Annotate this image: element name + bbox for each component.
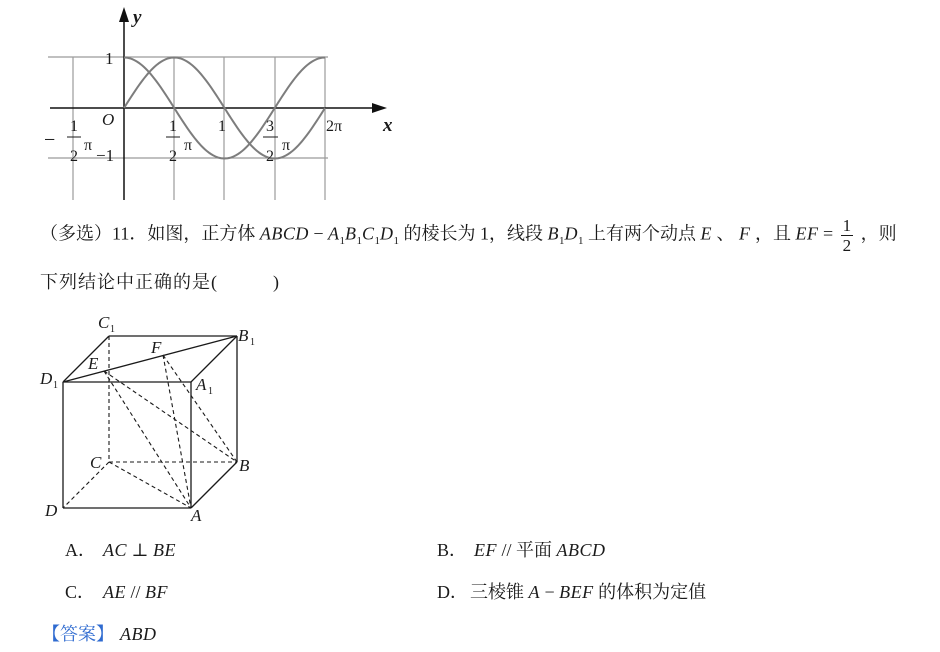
math-segment-b-sub: 1: [559, 234, 565, 247]
math-ef: EF: [795, 223, 819, 244]
y-tick-minus-1: −1: [96, 146, 115, 165]
x-tick-neg-half-num: 1: [70, 118, 78, 135]
x-tick-three-half-den: 2: [266, 148, 274, 165]
question-and-text: ，且: [750, 223, 796, 244]
option-b-letter: B．: [437, 540, 468, 560]
option-c-part-1: AE: [103, 582, 126, 602]
x-tick-neg-half-sign: −: [44, 129, 56, 151]
answer-value: ABD: [120, 624, 157, 644]
origin-label: O: [102, 110, 115, 129]
option-c-letter: C．: [65, 582, 96, 602]
math-a1-letter: A: [328, 223, 340, 244]
option-d-part-1: 三棱锥: [470, 582, 529, 602]
math-fraction-half: [841, 217, 854, 254]
math-c1-letter: C: [362, 223, 375, 244]
edge-b-a: [191, 462, 237, 508]
option-b-part-1: EF: [474, 540, 497, 560]
fraction-denominator: 2: [842, 236, 852, 255]
vertex-d-label: D: [45, 501, 58, 520]
x-tick-two-pi: 2π: [326, 118, 343, 135]
trig-graph: [0, 0, 420, 210]
math-segment-d-sub: 1: [578, 234, 584, 247]
option-d-part-2: A: [528, 582, 540, 602]
option-b-part-4: ABCD: [556, 540, 606, 560]
math-d1-sub: 1: [393, 234, 400, 247]
vertex-b1-sub: 1: [250, 337, 255, 348]
vertex-c-label: C: [90, 453, 102, 472]
x-tick-three-half-unit: π: [282, 137, 291, 154]
question-edge-text: 的棱长为 1，线段: [399, 223, 548, 244]
segment-f-b: [163, 355, 237, 462]
math-segment-d-letter: D: [564, 223, 579, 244]
question-line-1: [40, 216, 897, 255]
x-tick-half-den: 2: [169, 148, 177, 165]
question-separator: 、: [712, 223, 740, 244]
question-points-text: 上有两个动点: [583, 223, 701, 244]
math-minus: −: [308, 223, 328, 244]
math-equals: =: [818, 223, 838, 244]
vertex-b1-label: B: [238, 326, 249, 345]
vertex-c1-label: C: [98, 313, 110, 332]
option-a-part-2: ⊥: [127, 540, 153, 560]
math-point-f: F: [739, 223, 751, 244]
vertex-a1-sub: 1: [208, 386, 213, 397]
math-a1-sub: 1: [339, 234, 345, 247]
x-tick-half-unit: π: [184, 137, 193, 154]
option-b-part-2: //: [497, 540, 517, 560]
option-c-part-3: BF: [145, 582, 169, 602]
option-b-part-3: 平面: [516, 540, 557, 560]
x-tick-three-half-num: 3: [266, 118, 274, 135]
math-d1-letter: D: [380, 223, 394, 244]
math-point-e: E: [700, 223, 713, 244]
option-c: [65, 577, 168, 607]
option-a: [65, 535, 176, 565]
math-cube-base: ABCD: [259, 223, 309, 244]
x-tick-neg-half-den: 2: [70, 148, 78, 165]
vertex-c1-sub: 1: [110, 324, 115, 335]
option-d-part-4: BEF: [559, 582, 594, 602]
option-d-letter: D．: [437, 582, 468, 602]
x-axis-arrow-icon: [372, 103, 387, 113]
fraction-numerator: 1: [842, 216, 852, 235]
math-b1-sub: 1: [356, 234, 362, 247]
option-a-part-1: AC: [103, 540, 128, 560]
question-prompt: 下列结论中正确的是( ): [40, 272, 280, 292]
option-a-letter: A．: [65, 540, 96, 560]
question-then-text: ，则: [856, 223, 897, 244]
point-e-label: E: [88, 354, 99, 373]
option-d: [437, 577, 706, 607]
question-prefix: （多选）11．如图，正方体: [40, 223, 260, 244]
option-c-part-2: //: [126, 582, 146, 602]
edge-d1-c1: [63, 336, 109, 382]
answer-tag: 【答案】: [42, 624, 114, 644]
math-c1-sub: 1: [374, 234, 381, 247]
option-a-part-3: BE: [152, 540, 176, 560]
y-tick-1: 1: [105, 49, 114, 68]
answer-line: [42, 619, 157, 649]
cube-diagram: [0, 300, 290, 532]
x-axis-label: x: [383, 115, 393, 136]
option-b: [437, 535, 606, 565]
option-d-part-3: −: [540, 582, 560, 602]
segment-e-b: [104, 371, 237, 462]
y-axis-label: y: [133, 7, 142, 28]
x-tick-pi: 1: [218, 118, 226, 135]
y-axis-arrow-icon: [119, 7, 129, 22]
math-segment-b-letter: B: [547, 223, 560, 244]
vertex-a-label: A: [191, 506, 202, 525]
vertex-b-label: B: [239, 456, 250, 475]
option-d-part-5: 的体积为定值: [593, 582, 707, 602]
edge-c-d: [63, 462, 109, 508]
math-b1-letter: B: [345, 223, 357, 244]
vertex-d1-sub: 1: [53, 380, 58, 391]
question-line-2: [40, 267, 280, 297]
vertex-a1-label: A: [196, 375, 207, 394]
vertex-d1-label: D: [40, 369, 53, 388]
point-f-label: F: [151, 338, 162, 357]
diagonal-c-a: [109, 462, 191, 508]
x-tick-neg-half-unit: π: [84, 137, 93, 154]
x-tick-half-num: 1: [169, 118, 177, 135]
